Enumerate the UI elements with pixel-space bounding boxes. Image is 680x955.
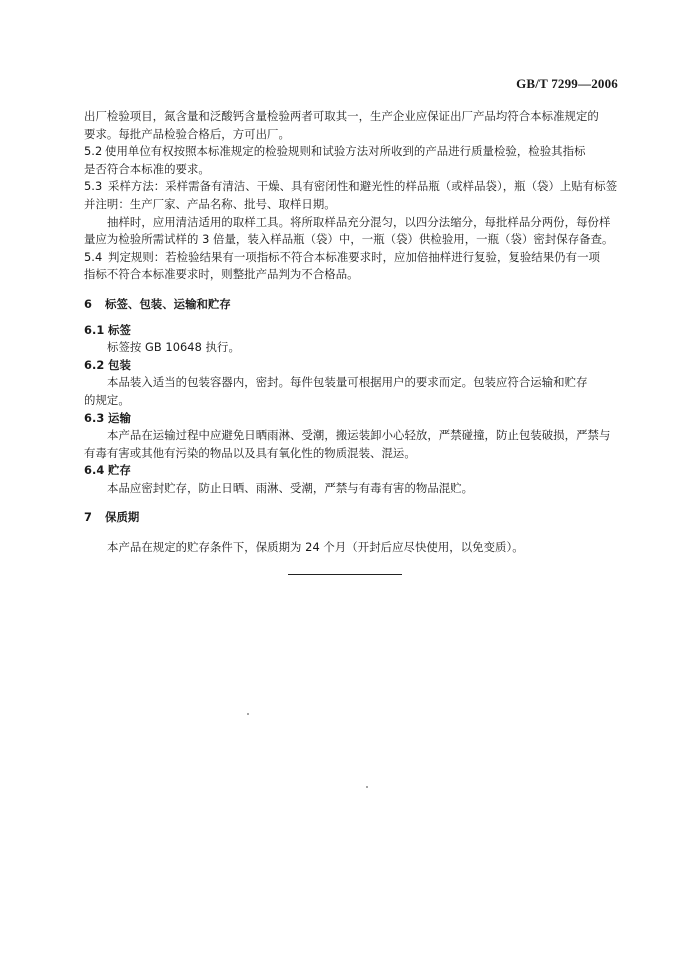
scan-speck: [247, 713, 249, 715]
subsection-number: 6.3: [84, 410, 105, 425]
scan-speck: [366, 786, 368, 788]
subsection-heading-6-1: [84, 322, 602, 340]
clause-text: 采样方法：采样需备有清洁、干燥、具有密闭性和避光性的样品瓶（或样品袋），瓶（袋）上贴有标签: [108, 179, 618, 194]
paragraph-line: 的规定。: [84, 392, 130, 407]
paragraph-line: 抽样时，应用清洁适用的取样工具。将所取样品充分混匀，以四分法缩分，每批样品分两份，每份样: [107, 214, 611, 229]
paragraph-line: 有毒有害或其他有污染的物品以及具有氧化性的物质混装、混运。: [84, 445, 416, 460]
clause-number: 5.4: [84, 249, 103, 264]
paragraph-line: 指标不符合本标准要求时，则整批产品判为不合格品。: [84, 267, 359, 282]
subsection-title: 标签: [108, 322, 131, 337]
section-title: 保质期: [105, 510, 140, 525]
clause-5-4: [84, 249, 602, 267]
paragraph-line: 量应为检验所需试样的 3 倍量，装入样品瓶（袋）中，一瓶（袋）供检验用，一瓶（袋）密封保存备查。: [84, 232, 614, 247]
paragraph-line: 本产品在运输过程中应避免日晒雨淋、受潮，搬运装卸小心轻放，严禁碰撞，防止包装破损，严禁与: [107, 428, 611, 443]
paragraph-line: 并注明：生产厂家、产品名称、批号、取样日期。: [84, 196, 336, 211]
standard-code: GB/T 7299—2006: [516, 76, 618, 91]
document-body: [84, 108, 618, 557]
clause-text: 使用单位有权按照本标准规定的检验规则和试验方法对所收到的产品进行质量检验，检验其指标: [105, 144, 586, 159]
paragraph-line: 本品装入适当的包装容器内，密封。每件包装量可根据用户的要求而定。包装应符合运输和贮存: [107, 375, 588, 390]
paragraph-line: 要求。每批产品检验合格后，方可出厂。: [84, 126, 290, 141]
subsection-title: 运输: [108, 410, 131, 425]
end-rule: [288, 574, 402, 575]
subsection-heading-6-2: [84, 357, 602, 375]
subsection-heading-6-4: [84, 462, 602, 480]
clause-5-2: [84, 143, 602, 161]
subsection-title: 贮存: [108, 463, 131, 478]
section-heading-6: [84, 296, 602, 314]
section-heading-7: [84, 509, 602, 527]
paragraph-line: 本品应密封贮存，防止日晒、雨淋、受潮，严禁与有毒有害的物品混贮。: [107, 480, 474, 495]
subsection-number: 6.4: [84, 463, 105, 478]
section-number: 6: [84, 296, 92, 311]
subsection-title: 包装: [108, 357, 131, 372]
subsection-number: 6.2: [84, 357, 105, 372]
section-title: 标签、包装、运输和贮存: [105, 296, 231, 311]
paragraph-line: 是否符合本标准的要求。: [84, 161, 210, 176]
paragraph-line: 本产品在规定的贮存条件下，保质期为 24 个月（开封后应尽快使用，以免变质）。: [107, 540, 524, 555]
clause-text: 判定规则：若检验结果有一项指标不符合本标准要求时，应加倍抽样进行复验，复验结果仍有一项: [108, 249, 600, 264]
paragraph-line: 出厂检验项目，氮含量和泛酸钙含量检验两者可取其一，生产企业应保证出厂产品均符合本标准规定的: [84, 109, 599, 123]
clause-number: 5.2: [84, 144, 103, 159]
section-number: 7: [84, 510, 92, 525]
subsection-number: 6.1: [84, 322, 105, 337]
clause-number: 5.3: [84, 179, 103, 194]
subsection-heading-6-3: [84, 410, 602, 428]
paragraph-line: 标签按 GB 10648 执行。: [107, 340, 240, 355]
clause-5-3: [84, 178, 618, 196]
